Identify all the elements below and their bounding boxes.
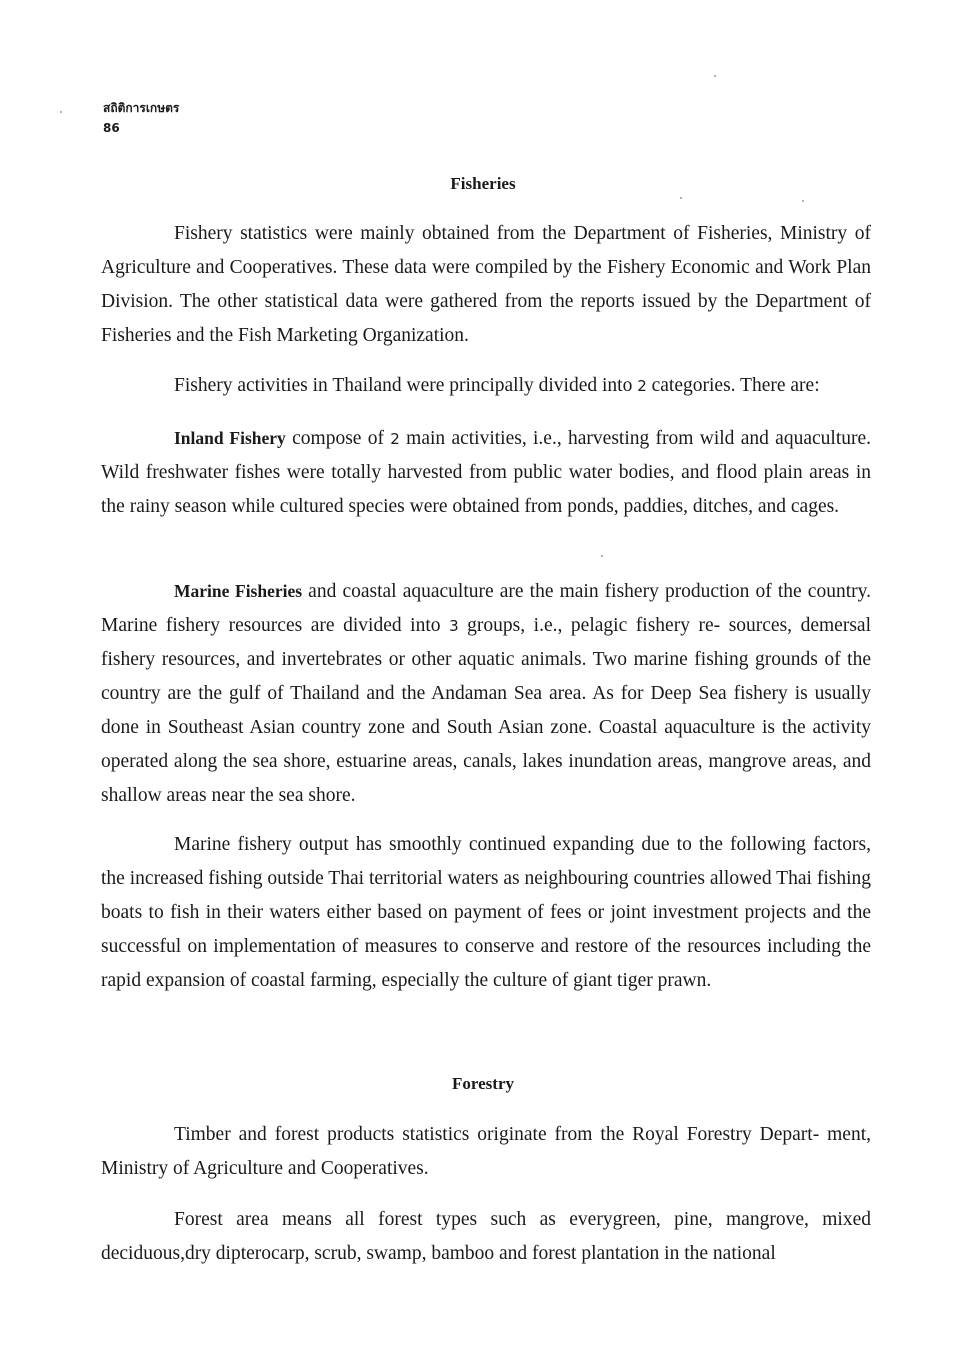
running-header — [103, 98, 179, 138]
fisheries-paragraph-marine: Marine Fisheries and coastal aquaculture are the main fishery production of the country. Marine fishery resources are divided into 3 groups, i.e., pelagic fishery re- sources, demersal fishery resources, and invertebrates or other aquatic animals. Two marine fishing grounds of the country are the gulf of Thailand and the Andaman Sea area. As for Deep Sea fishery is usually done in Southeast Asian country zone and South Asian zone. Coastal aquaculture is the activity operated along the sea shore, estuarine areas, canals, lakes inundation areas, mangrove areas, and shallow areas near the sea shore. — [101, 581, 871, 806]
page-number: 86 — [103, 121, 120, 135]
fisheries-paragraph-2: Fishery activities in Thailand were principally divided into 2 categories. There are: — [174, 375, 820, 396]
inland-fishery-label: Inland Fishery — [174, 428, 286, 448]
scan-speck — [60, 111, 62, 113]
section-heading-fisheries: Fisheries — [450, 174, 516, 193]
scan-speck — [714, 75, 716, 77]
forestry-paragraph-2: Forest area means all forest types such as everygreen, pine, mangrove, mixed deciduous,dry dipterocarp, scrub, swamp, bamboo and forest plantation in the national — [101, 1209, 871, 1264]
scan-speck — [802, 200, 804, 202]
fisheries-paragraph-inland: Inland Fishery compose of 2 main activities, i.e., harvesting from wild and aquaculture. Wild freshwater fishes were totally harvested from public water bodies, and flood plain areas in the rainy season while cultured species were obtained from ponds, paddies, ditches, and cages. — [101, 428, 872, 517]
scan-speck — [680, 197, 682, 199]
fisheries-paragraph-output: Marine fishery output has smoothly continued expanding due to the following factors, the increased fishing outside Thai territorial waters as neighbouring countries allowed Thai fishing boats to fish in their waters either based on payment of fees or joint investment projects and the successful on implementation of measures to conserve and restore of the resources including the rapid expansion of coastal farming, especially the culture of giant tiger prawn. — [101, 834, 871, 991]
marine-fisheries-label: Marine Fisheries — [174, 581, 303, 601]
thai-publication-title: สถิติการเกษตร — [103, 101, 180, 115]
fisheries-paragraph-1: Fishery statistics were mainly obtained from the Department of Fisheries, Ministry of Agriculture and Cooperatives. These data were compiled by the Fishery Economic and Work Plan Division. The other statistical data were gathered from the reports issued by the Department of Fisheries and the Fish Marketing Organization. — [101, 223, 871, 346]
forestry-paragraph-1: Timber and forest products statistics originate from the Royal Forestry Depart- ment, Ministry of Agriculture and Cooperatives. — [101, 1124, 871, 1179]
section-heading-forestry: Forestry — [452, 1074, 514, 1093]
scan-speck — [601, 555, 603, 557]
